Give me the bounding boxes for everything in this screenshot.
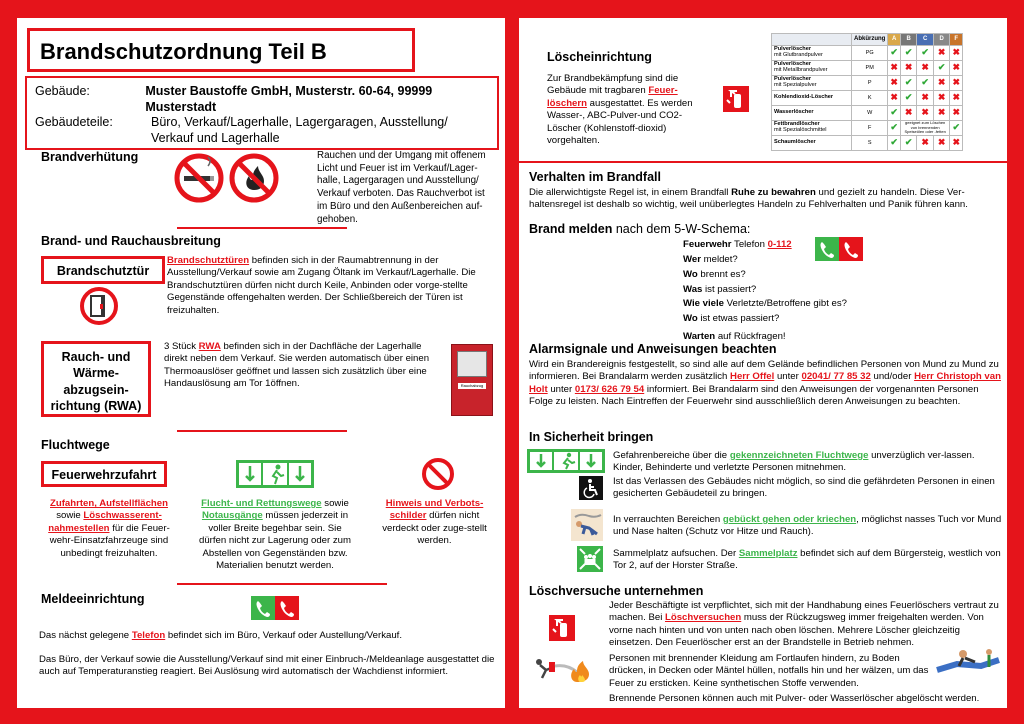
melde-line1 [39, 630, 499, 642]
zufahrten-body: für die Feuer-wehr-Einsatzfahrzeuge sind unbedingt freizuhalten. [49, 522, 170, 559]
fire-phone-icon [815, 237, 863, 261]
melden-heading-rest: nach dem 5-W-Schema: [612, 222, 751, 236]
extinguisher-table [771, 33, 963, 151]
rwa-device-icon [451, 344, 493, 416]
loeschversuche-t4: Brennende Personen können auch mit Pulver- oder Wasserlöscher abgelöscht werden. [609, 693, 980, 704]
verhalten-text [529, 187, 999, 212]
extinguishing-person-icon [529, 650, 603, 686]
building-parts-label: Gebäudeteile: [35, 115, 113, 130]
feuerwehr-number[interactable]: 0-112 [767, 239, 792, 250]
row-sub: mit Metallbrandpulver [774, 67, 828, 73]
zufahrten-link[interactable]: Zufahrten, Aufstellflächen [50, 498, 168, 509]
divider-line [177, 227, 347, 229]
loeschversuche-t1: Jeder Beschäftigte ist verpflichtet, sich mit der Handhabung eines Feuerlöschers vertraut zu machen. Bei [609, 600, 999, 624]
page-title: Brandschutzordnung Teil B [27, 28, 415, 72]
melden-heading [529, 222, 750, 238]
alarm-t5: informiert. Bei Brandalarm sind den Anweisungen der vorgenannten Personen Folge zu leisten. Nach Eintreffen der Feuerwehr sind ausschließlich deren Anweisungen zu beachten. [529, 383, 979, 408]
rettungswege-mid: sowie [321, 498, 349, 509]
table-row: Pulverlöscher mit Glutbrandpulver PG ✔ ✔ ✔ ✖ ✖ [772, 46, 963, 61]
verhalten-bold: Ruhe zu bewahren [731, 187, 816, 198]
crawling-person-icon [571, 509, 603, 541]
sicherheit-p1-pre: Gefahrenbereiche über die [613, 450, 730, 461]
rettungswege-text [195, 498, 355, 573]
fire-class-f: F [950, 34, 963, 46]
w1-text: meldet? [700, 253, 738, 265]
feuerwehr-bold: Feuerwehr [683, 239, 732, 250]
row-abbr: P [852, 76, 888, 91]
fire-extinguisher-sign-icon [549, 615, 575, 641]
notausgaenge-link[interactable]: Notausgänge [201, 510, 263, 522]
alarm-person2[interactable]: Herr Christoph van Holt [529, 371, 1001, 395]
rwa-pre: 3 Stück [164, 341, 199, 352]
loesch-pre: Zur Brandbekämpfung sind die Gebäude mit tragbaren [547, 73, 679, 97]
fluchtwege-link[interactable]: gekennzeichneten Fluchtwege [729, 450, 869, 461]
w3-bold: Was [683, 283, 703, 295]
brandschutztuer-text [167, 255, 497, 317]
alarm-person1[interactable]: Herr Offel [730, 371, 775, 383]
prohibition-icon [421, 457, 455, 491]
sicherheit-p4-pre: Sammelplatz aufsuchen. Der [613, 548, 739, 559]
table-col-abbr: Abkürzung [852, 34, 888, 46]
ausbreitung-heading: Brand- und Rauchausbreitung [41, 234, 221, 248]
list-item [683, 297, 903, 312]
alarm-text [529, 359, 1001, 409]
row-abbr: S [852, 136, 888, 151]
rwa-label: Rauch- und Wärme-abzugsein-richtung (RWA) [41, 341, 151, 417]
melde-line1-pre: Das nächst gelegene [39, 630, 132, 641]
feuerloescher-link[interactable]: Feuer-löschern [547, 85, 678, 109]
w3-text: ist passiert? [702, 283, 757, 295]
row-abbr: W [852, 106, 888, 121]
section-divider [519, 161, 1007, 163]
row-sub: mit Glutbrandpulver [774, 52, 823, 58]
table-row: Pulverlöscher mit Spezialpulver P ✖ ✔ ✔ ✖ ✖ [772, 76, 963, 91]
right-panel [519, 18, 1007, 708]
list-item [683, 283, 903, 298]
alarm-heading: Alarmsignale und Anweisungen beachten [529, 342, 777, 356]
rwa-link[interactable]: RWA [198, 341, 221, 352]
table-row: Pulverlöscher mit Metallbrandpulver PM ✖ ✖ ✖ ✔ ✖ [772, 61, 963, 76]
list-item [683, 312, 903, 327]
brandverhuetung-heading: Brandverhütung [41, 150, 139, 164]
brandschutztuer-label: Brandschutztür [41, 256, 165, 284]
row-abbr: K [852, 91, 888, 106]
alarm-phone2[interactable]: 0173/ 626 79 54 [574, 383, 645, 395]
sicherheit-p1-post: unverzüglich ver-lassen. Kinder, Behinderte und verletzte Personen mitnehmen. [613, 450, 975, 474]
table-row: Schaumlöscher S ✔ ✔ ✖ ✖ ✖ [772, 136, 963, 151]
loeschversuche-t3: Personen mit brennender Kleidung am Fortlaufen hindern, zu Boden drücken, in Decken oder Mäntel hüllen, notfalls hin und her wälzen, um das Feuer zu ersticken. Keine synthetischen Stoffe verwenden. [609, 653, 929, 689]
no-open-fire-icon [232, 156, 276, 200]
loeschversuche-heading: Löschversuche unternehmen [529, 584, 704, 598]
row-name: Fettbrandlöscher [774, 121, 820, 128]
building-value: Muster Baustoffe GmbH, Musterstr. 60-64, 99999 Musterstadt [145, 84, 433, 114]
row-abbr: PM [852, 61, 888, 76]
warten-bold: Warten [683, 331, 716, 343]
zufahrten-text [39, 498, 179, 560]
building-parts-value-1: Büro, Verkauf/Lagerhalle, Lagergaragen, Ausstellung/ [151, 115, 448, 130]
fluchtwege-heading: Fluchtwege [41, 438, 110, 452]
divider-line [177, 430, 347, 432]
sammelplatz-link[interactable]: Sammelplatz [738, 548, 798, 559]
table-row: Wasserlöscher W ✔ ✖ ✖ ✖ ✖ [772, 106, 963, 121]
sicherheit-p4 [613, 548, 1003, 573]
row-sub: mit Spezialöschmittel [774, 127, 827, 133]
rwa-body: befinden sich in der Dachfläche der Lagerhalle direkt neben dem Verkauf. Sie werden automatisch über einen Thermoauslöser geöffnet und lassen sich zusätzlich über eine Handauslösung am Tor 1öffnen. [164, 341, 430, 390]
alarm-t2: unter [774, 371, 802, 383]
row-abbr: PG [852, 46, 888, 61]
sicherheit-p1 [613, 450, 1003, 475]
brandschutztueren-link[interactable]: Brandschutztüren [167, 255, 250, 266]
w5-bold: Wo [683, 313, 698, 325]
table-row: Fettbrandlöscher mit Spezialöschmittel F ✔ geeignet zum Löschen von brennenden Speiseölen oder -fetten ✔ [772, 121, 963, 136]
building-parts-value-2: Verkauf und Lagerhalle [151, 130, 280, 145]
fire-phone-icon [251, 596, 299, 620]
loeschversuche-t2: muss der Rückzugsweg immer freigehalten werden. Von vorne nach hinten und von unten nach oben löschen. Mehrere Löscher gleichzeitig einsetzen. Den Feuerlöscher erst an der Brandstelle in Betrieb nehmen. [609, 612, 984, 649]
list-item [683, 253, 903, 268]
row-abbr: F [852, 121, 888, 136]
sicherheit-p3-post: , möglichst nasses Tuch vor Mund und Nase halten (Schutz vor Hitze und Rauch). [613, 514, 1002, 538]
brandschutztuer-body: befinden sich in der Raumabtrennung in der Ausstellung/Verkauf sowie am Zugang Öltank im Verkauf/Lagerhalle. Die Brandschutztüren dürfen nicht durch Keile, Anbinden oder vorge-stellte Gegenstände offengehalten werden. Der Schließbereich der Türen ist freizuhalten. [167, 255, 476, 316]
sicherheit-p4-post: befindet sich auf dem Bürgersteig, westlich von Tor 2, auf der Horster Straße. [613, 548, 1001, 572]
sicherheit-heading: In Sicherheit bringen [529, 430, 654, 444]
loesch-heading: Löscheinrichtung [547, 50, 652, 64]
fire-class-a: A [888, 34, 901, 46]
verhalten-pre: Die allerwichtigste Regel ist, in einem Brandfall [529, 187, 732, 198]
divider-line [177, 583, 387, 585]
five-w-list [683, 238, 903, 345]
w4-text: Verletzte/Betroffene gibt es? [723, 298, 848, 310]
wheelchair-icon [579, 476, 603, 500]
building-info [25, 76, 499, 150]
fire-extinguisher-sign-icon [723, 86, 749, 112]
schilder-body: dürfen nicht verdeckt oder zuge-stellt werden. [382, 510, 487, 547]
fett-note: geeignet zum Löschen von brennenden Speiseölen oder -fetten [900, 121, 950, 136]
table-col-name [772, 34, 852, 46]
row-name: Pulverlöscher [774, 46, 811, 53]
fire-class-d: D [933, 34, 950, 46]
warten-text: auf Rückfragen! [715, 331, 786, 343]
row-name: Schaumlöscher [774, 139, 816, 146]
row-name: Kohlendioxid-Löscher [774, 94, 834, 101]
zufahrten-mid: sowie [56, 510, 84, 522]
melde-line1-post: befindet sich im Büro, Verkauf oder Austellung/Verkauf. [165, 630, 403, 641]
list-item [683, 238, 903, 253]
alarm-t3: und/oder [870, 371, 915, 383]
row-name: Pulverlöscher [774, 61, 811, 68]
w2-bold: Wo [683, 268, 698, 280]
w1-bold: Wer [683, 253, 701, 265]
table-row: Kohlendioxid-Löscher K ✖ ✔ ✖ ✖ ✖ [772, 91, 963, 106]
melde-line2: Das Büro, der Verkauf sowie die Ausstellung/Verkauf sind mit einer Einbruch-/Meldeanlage ausgestattet die auch auf Temperaturanstieg reagiert. Bei Auslösung wird automatisch der Wachdienst informiert. [39, 654, 495, 678]
rwa-device-label: Rauchabzug [458, 383, 486, 389]
loesch-post: ausgestattet. Es werden Wasser-, ABC-Pulver-und CO2-Löscher (Kohlenstoff-dioxid) vorgehalten. [547, 97, 693, 147]
loesch-text [547, 73, 697, 148]
schilder-link[interactable]: Hinweis und Verbots-schilder [385, 498, 484, 522]
no-smoking-icon [172, 152, 284, 206]
escape-route-icon [236, 460, 314, 488]
alarm-t4: unter [547, 383, 575, 395]
loeschwasser-link[interactable]: Löschwasserent-nahmestellen [48, 510, 162, 534]
row-sub: mit Spezialpulver [774, 82, 817, 88]
telefon-link[interactable]: Telefon [131, 630, 166, 641]
rettungswege-body: müssen jederzeit in voller Breite begehbar sein. Sie dürfen nicht zur Lagerung oder zum Abstellen von Gegenständen bzw. Materialien benutzt werden. [199, 510, 351, 572]
row-name: Wasserlöscher [774, 109, 814, 116]
schilder-text [372, 498, 497, 548]
kriechen-link[interactable]: gebückt gehen oder kriechen [722, 514, 857, 525]
center-divider [505, 18, 519, 708]
rwa-text [164, 341, 439, 391]
w4-bold: Wie viele [683, 298, 724, 310]
left-panel [17, 18, 505, 708]
brandverhuetung-text: Rauchen und der Umgang mit offenem Licht und Feuer ist im Verkauf/Lager-halle, Lagergaragen und Ausstellung/ Verkauf verboten. Das Rauchverbot ist im Büro und den Außenbereichen auf-gehoben. [317, 150, 486, 225]
alarm-t1: Wird ein Brandereignis festgestellt, so sind alle auf dem Gelände befindlichen Personen von Mund zu Mund zu informieren. Bei Brandalarm werden zusätzlich [529, 359, 999, 383]
loeschversuchen-link[interactable]: Löschversuchen [665, 612, 742, 624]
melden-heading-bold: Brand melden [529, 222, 613, 236]
w5-text: ist etwas passiert? [697, 313, 780, 325]
fire-door-icon [79, 286, 119, 326]
feuerwehr-text: Telefon [731, 239, 768, 250]
melde-heading: Meldeeinrichtung [41, 592, 145, 606]
fire-class-b: B [900, 34, 917, 46]
alarm-phone1[interactable]: 02041/ 77 85 32 [801, 371, 871, 383]
fire-class-c: C [917, 34, 934, 46]
building-label: Gebäude: [35, 84, 90, 98]
row-name: Pulverlöscher [774, 76, 811, 83]
list-item [683, 268, 903, 283]
w2-text: brennt es? [697, 268, 746, 280]
feuerwehrzufahrt-label: Feuerwehrzufahrt [41, 461, 167, 487]
assembly-point-icon [577, 546, 603, 572]
sicherheit-p2: Ist das Verlassen des Gebäudes nicht möglich, so sind die gefährdeten Personen in einen gesicherten Gebäudeteil zu bringen. [613, 476, 995, 500]
sicherheit-p3 [613, 514, 1003, 539]
escape-route-icon [527, 449, 605, 473]
sicherheit-p3-pre: In verrauchten Bereichen [613, 514, 723, 525]
verhalten-heading: Verhalten im Brandfall [529, 170, 661, 184]
rettungswege-link[interactable]: Flucht- und Rettungswege [201, 498, 322, 509]
verhalten-post: und gezielt zu handeln. Diese Ver-haltensregel ist deshalb so wichtig, weil unüberlegtes Handeln zu Fehlverhalten und Panik führen kann. [529, 187, 968, 211]
rolling-person-icon [933, 640, 1003, 684]
